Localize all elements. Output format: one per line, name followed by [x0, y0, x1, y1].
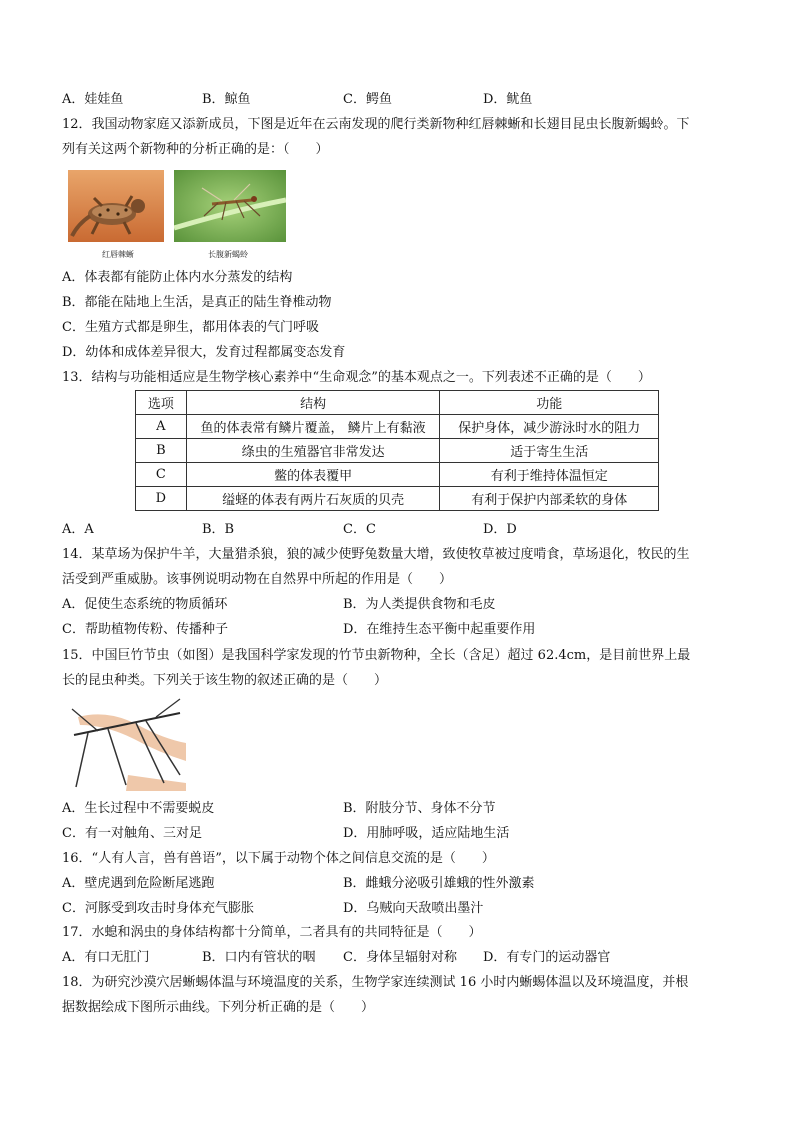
q13-header-function: 功能: [440, 391, 659, 415]
q11-option-d: D．鱿鱼: [483, 92, 533, 107]
q16-option-a: A．壁虎遇到危险断尾逃跑: [62, 876, 215, 891]
table-cell: 有利于保护内部柔软的身体: [440, 487, 659, 511]
q16-option-c: C．河豚受到攻击时身体充气膨胀: [62, 901, 254, 916]
q18-stem-line1: 18．为研究沙漠穴居蜥蜴体温与环境温度的关系，生物学家连续测试 16 小时内蜥蜴体温以及环境温度，并根: [62, 975, 689, 990]
q11-option-a: A．娃娃鱼: [62, 92, 124, 107]
table-cell: 适于寄生生活: [440, 439, 659, 463]
q17-option-a: A．有口无肛门: [62, 950, 150, 965]
table-cell: 绦虫的生殖器官非常发达: [186, 439, 440, 463]
table-cell: D: [136, 487, 187, 511]
q18-stem-line2: 据数据绘成下图所示曲线。下列分析正确的是（ ）: [62, 1000, 375, 1015]
q12-option-a: A．体表都有能防止体内水分蒸发的结构: [62, 270, 293, 285]
table-row: [136, 439, 659, 463]
table-cell: B: [136, 439, 187, 463]
table-cell: 缢蛏的体表有两片石灰质的贝壳: [186, 487, 440, 511]
q15-option-d: D．用肺呼吸，适应陆地生活: [343, 826, 510, 841]
q17-stem: 17．水螅和涡虫的身体结构都十分简单，二者具有的共同特征是（ ）: [62, 925, 482, 940]
q17-option-b: B．口内有管状的咽: [202, 950, 316, 965]
q17-option-c: C．身体呈辐射对称: [343, 950, 457, 965]
q12-stem-line2: 列有关这两个新物种的分析正确的是：（ ）: [62, 142, 329, 157]
q13-table-header: [136, 391, 659, 415]
q12-option-c: C．生殖方式都是卵生，都用体表的气门呼吸: [62, 320, 319, 335]
q16-option-d: D．乌贼向天敌喷出墨汁: [343, 901, 484, 916]
table-cell: 有利于维持体温恒定: [440, 463, 659, 487]
q11-option-c: C．鳄鱼: [343, 92, 392, 107]
q14-stem-line1: 14．某草场为保护牛羊，大量猎杀狼，狼的减少使野兔数量大增，致使牧草被过度啃食，草场退化，牧民的生: [62, 547, 690, 562]
q16-stem: 16．“人有人言，兽有兽语”，以下属于动物个体之间信息交流的是（ ）: [62, 851, 495, 866]
q13-header-option: 选项: [136, 391, 187, 415]
table-row: [136, 415, 659, 439]
q13-header-structure: 结构: [186, 391, 440, 415]
table-row: [136, 487, 659, 511]
q15-option-c: C．有一对触角、三对足: [62, 826, 202, 841]
q17-option-d: D．有专门的运动器官: [483, 950, 611, 965]
q14-option-c: C．帮助植物传粉、传播种子: [62, 622, 228, 637]
q15-option-b: B．附肢分节、身体不分节: [343, 801, 496, 816]
q13-table: [135, 390, 659, 511]
table-cell: 保护身体，减少游泳时水的阻力: [440, 415, 659, 439]
table-cell: 鳖的体表覆甲: [186, 463, 440, 487]
scorpionfly-caption: 长腹新蝎蛉: [208, 250, 248, 259]
table-cell: 鱼的体表常有鳞片覆盖， 鳞片上有黏液: [186, 415, 440, 439]
q14-option-b: B．为人类提供食物和毛皮: [343, 597, 496, 612]
q12-stem-line1: 12．我国动物家庭又添新成员，下图是近年在云南发现的爬行类新物种红唇棘蜥和长翅目昆虫长腹新蝎蛉。下: [62, 117, 690, 132]
q13-option-a: A．A: [62, 522, 94, 537]
q12-option-b: B．都能在陆地上生活，是真正的陆生脊椎动物: [62, 295, 332, 310]
table-row: [136, 463, 659, 487]
q14-option-d: D．在维持生态平衡中起重要作用: [343, 622, 536, 637]
scorpionfly-photo: [174, 170, 286, 242]
q16-option-b: B．雌蛾分泌吸引雄蛾的性外激素: [343, 876, 535, 891]
q15-option-a: A．生长过程中不需要蜕皮: [62, 801, 215, 816]
q14-option-a: A．促使生态系统的物质循环: [62, 597, 228, 612]
q13-option-c: C．C: [343, 522, 376, 537]
table-cell: C: [136, 463, 187, 487]
q15-stem-line2: 长的昆虫种类。下列关于该生物的叙述正确的是（ ）: [62, 673, 388, 688]
q14-stem-line2: 活受到严重威胁。该事例说明动物在自然界中所起的作用是（ ）: [62, 572, 453, 587]
lizard-photo: [68, 170, 164, 242]
lizard-caption: 红唇棘蜥: [102, 250, 134, 259]
q13-stem: 13．结构与功能相适应是生物学核心素养中“生命观念”的基本观点之一。下列表述不正确的是（ ）: [62, 370, 651, 385]
q11-option-b: B．鲸鱼: [202, 92, 251, 107]
q13-option-d: D．D: [483, 522, 517, 537]
q15-stem-line1: 15．中国巨竹节虫（如图）是我国科学家发现的竹节虫新物种，全长（含足）超过 62.4cm，是目前世界上最: [62, 648, 691, 663]
q13-option-b: B．B: [202, 522, 235, 537]
q12-option-d: D．幼体和成体差异很大，发育过程都属变态发育: [62, 345, 346, 360]
stick-insect-photo: [68, 695, 186, 791]
table-cell: A: [136, 415, 187, 439]
